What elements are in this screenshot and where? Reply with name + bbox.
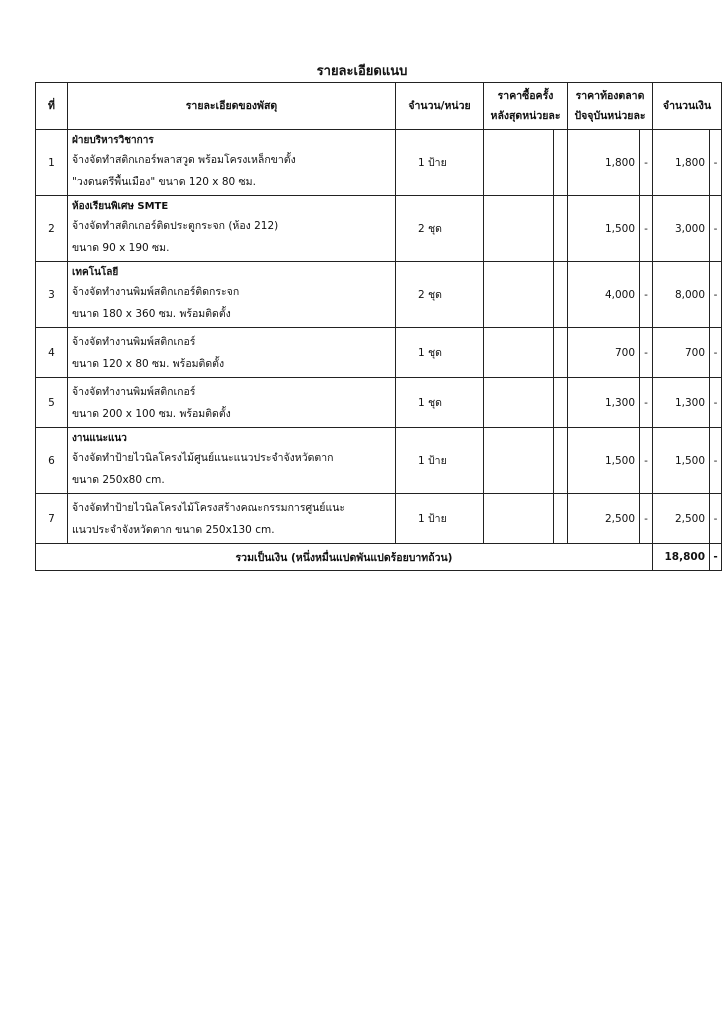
header-last-price-line-2: หลังสุดหน่วยละ (490, 110, 561, 122)
item-unit-price: 2,500 (568, 494, 640, 544)
item-quantity: 2 ชุด (396, 196, 484, 262)
item-last-price-satang (554, 196, 568, 262)
table-row (36, 130, 722, 196)
table-row (36, 494, 722, 544)
item-last-price-satang (554, 328, 568, 378)
item-description-line: ขนาด 250x80 cm. (72, 474, 165, 486)
item-unit-satang: - (640, 494, 653, 544)
item-amount-satang: - (710, 196, 722, 262)
item-last-price-satang (554, 262, 568, 328)
item-unit-satang: - (640, 378, 653, 428)
item-quantity: 2 ชุด (396, 262, 484, 328)
item-last-price (484, 262, 554, 328)
item-quantity: 1 ชุด (396, 328, 484, 378)
item-number: 7 (36, 494, 68, 544)
item-number: 2 (36, 196, 68, 262)
header-description: รายละเอียดของพัสดุ (68, 83, 396, 130)
items-table (35, 82, 722, 571)
item-number: 6 (36, 428, 68, 494)
item-category: งานแนะแนว (72, 433, 127, 444)
item-description-line: จ้างจัดทำป้ายไวนิลโครงไม้โครงสร้างคณะกรรมการศูนย์แนะ (72, 502, 346, 514)
header-amount: จำนวนเงิน (653, 83, 722, 130)
header-last-price (484, 83, 568, 130)
item-unit-price: 1,800 (568, 130, 640, 196)
item-last-price-satang (554, 428, 568, 494)
item-quantity: 1 ชุด (396, 378, 484, 428)
item-last-price (484, 494, 554, 544)
item-amount-satang: - (710, 130, 722, 196)
item-unit-price: 1,300 (568, 378, 640, 428)
table-row (36, 428, 722, 494)
header-market-price-line-2: ปัจจุบันหน่วยละ (574, 110, 646, 122)
item-description-line: จ้างจัดทำป้ายไวนิลโครงไม้ศูนย์แนะแนวประจำจังหวัดตาก (72, 452, 334, 464)
item-last-price-satang (554, 130, 568, 196)
item-unit-price: 1,500 (568, 428, 640, 494)
total-row (36, 544, 722, 571)
item-description-line: ขนาด 120 x 80 ซม. พร้อมติดตั้ง (72, 358, 225, 370)
header-market-price (568, 83, 653, 130)
item-unit-satang: - (640, 262, 653, 328)
item-last-price (484, 328, 554, 378)
item-unit-satang: - (640, 130, 653, 196)
item-amount: 700 (653, 328, 710, 378)
item-description-line: จ้างจัดทำงานพิมพ์สติกเกอร์ (72, 386, 196, 398)
item-amount-satang: - (710, 428, 722, 494)
item-description-line: จ้างจัดทำงานพิมพ์สติกเกอร์ (72, 336, 196, 348)
item-unit-satang: - (640, 428, 653, 494)
item-amount-satang: - (710, 378, 722, 428)
item-category: ห้องเรียนพิเศษ SMTE (72, 201, 169, 212)
item-description-line: จ้างจัดทำสติกเกอร์ติดประตูกระจก (ห้อง 212) (72, 220, 279, 232)
page-title: รายละเอียดแนบ (316, 64, 408, 79)
item-unit-satang: - (640, 328, 653, 378)
item-description-line: ขนาด 200 x 100 ซม. พร้อมติดตั้ง (72, 408, 231, 420)
item-description (68, 328, 396, 378)
table-row (36, 328, 722, 378)
item-number: 5 (36, 378, 68, 428)
item-last-price (484, 378, 554, 428)
header-last-price-line-1: ราคาซื้อครั้ง (497, 90, 554, 102)
item-amount-satang: - (710, 494, 722, 544)
item-number: 4 (36, 328, 68, 378)
total-label: รวมเป็นเงิน (หนึ่งหมื่นแปดพันแปดร้อยบาทถ้วน) (36, 544, 653, 571)
item-description-line: จ้างจัดทำงานพิมพ์สติกเกอร์ติดกระจก (72, 286, 240, 298)
item-unit-price: 700 (568, 328, 640, 378)
header-market-price-line-1: ราคาท้องตลาด (575, 90, 645, 102)
item-last-price-satang (554, 494, 568, 544)
item-amount: 8,000 (653, 262, 710, 328)
item-category: ฝ่ายบริหารวิชาการ (72, 135, 154, 146)
item-category: เทคโนโลยี (72, 267, 119, 278)
table-row (36, 196, 722, 262)
item-unit-price: 1,500 (568, 196, 640, 262)
item-description (68, 130, 396, 196)
item-quantity: 1 ป้าย (396, 494, 484, 544)
item-amount: 3,000 (653, 196, 710, 262)
item-amount: 1,300 (653, 378, 710, 428)
total-amount: 18,800 (653, 544, 710, 571)
item-description-line: จ้างจัดทำสติกเกอร์พลาสวูด พร้อมโครงเหล็กขาตั้ง (72, 154, 296, 166)
item-description-line: ขนาด 180 x 360 ซม. พร้อมติดตั้ง (72, 308, 231, 320)
item-description (68, 428, 396, 494)
item-description (68, 378, 396, 428)
item-last-price (484, 196, 554, 262)
item-number: 3 (36, 262, 68, 328)
table-row (36, 378, 722, 428)
items-body (36, 130, 722, 544)
item-description (68, 494, 396, 544)
item-quantity: 1 ป้าย (396, 428, 484, 494)
item-description (68, 196, 396, 262)
item-amount: 1,800 (653, 130, 710, 196)
item-amount: 2,500 (653, 494, 710, 544)
item-amount-satang: - (710, 262, 722, 328)
header-no: ที่ (36, 83, 68, 130)
item-description-line: "วงดนตรีพื้นเมือง" ขนาด 120 x 80 ซม. (72, 176, 256, 188)
item-description-line: ขนาด 90 x 190 ซม. (72, 242, 170, 254)
item-quantity: 1 ป้าย (396, 130, 484, 196)
item-unit-satang: - (640, 196, 653, 262)
header-row (36, 83, 722, 130)
item-description-line: แนวประจำจังหวัดตาก ขนาด 250x130 cm. (72, 524, 275, 536)
item-last-price-satang (554, 378, 568, 428)
table-row (36, 262, 722, 328)
item-amount-satang: - (710, 328, 722, 378)
item-amount: 1,500 (653, 428, 710, 494)
header-quantity: จำนวน/หน่วย (396, 83, 484, 130)
item-unit-price: 4,000 (568, 262, 640, 328)
item-last-price (484, 130, 554, 196)
item-number: 1 (36, 130, 68, 196)
total-satang: - (710, 544, 722, 571)
item-last-price (484, 428, 554, 494)
item-description (68, 262, 396, 328)
